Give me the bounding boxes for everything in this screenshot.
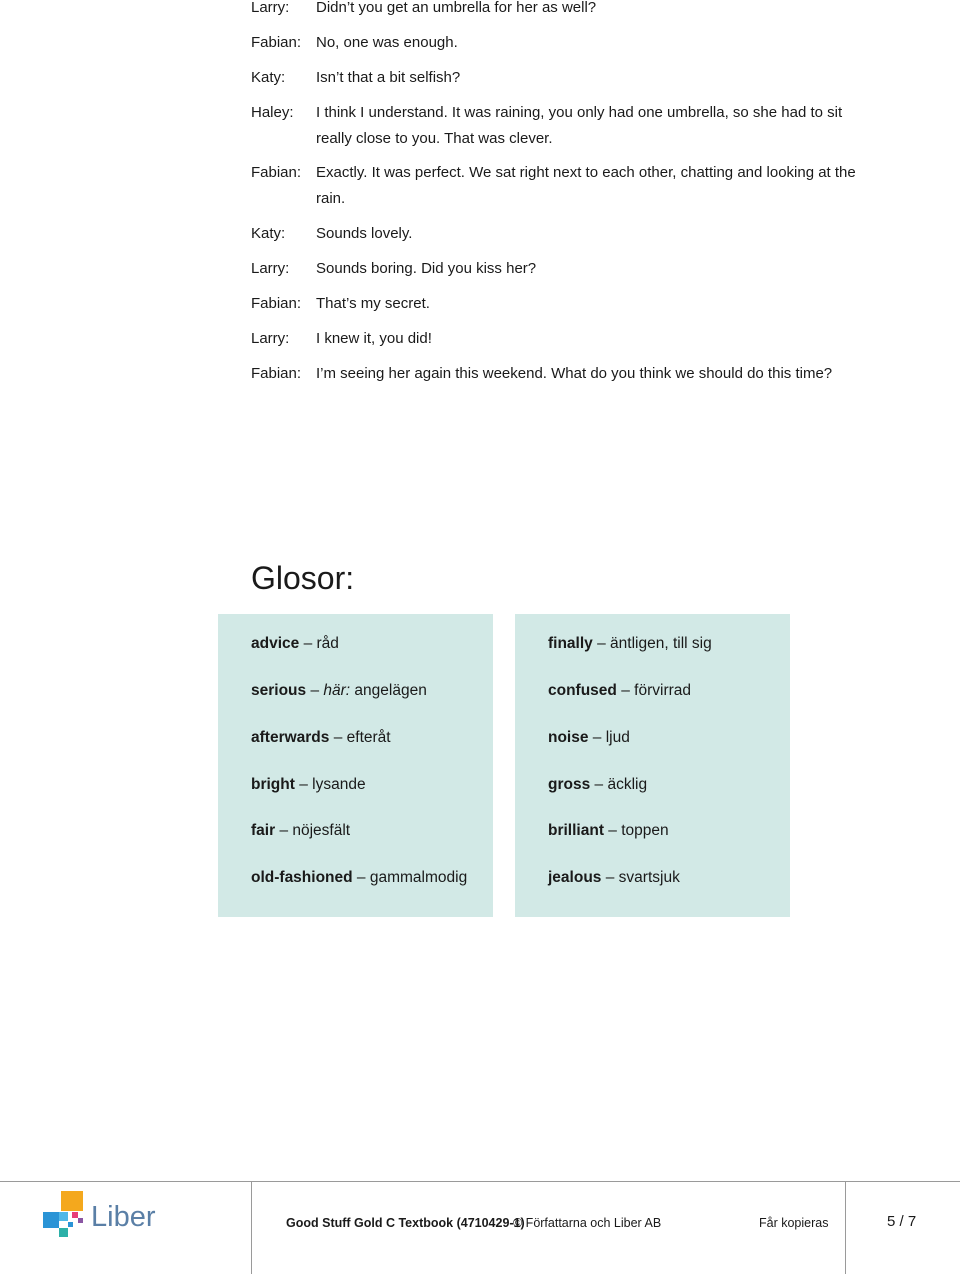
dialogue-text: I’m seeing her again this weekend. What do you think we should do this time? xyxy=(316,365,833,382)
dash: – xyxy=(310,682,320,699)
glossary-word: serious xyxy=(251,682,307,699)
glossary-word: noise xyxy=(548,729,589,746)
glossary-entry xyxy=(251,634,339,654)
glossary-translation: äcklig xyxy=(607,776,648,793)
glossary-translation: nöjesfält xyxy=(292,822,351,839)
glossary-note: här: xyxy=(323,682,351,699)
dialogue-text: Sounds lovely. xyxy=(316,225,413,242)
glossary-word: gross xyxy=(548,776,591,793)
dialogue-text: Exactly. It was perfect. We sat right next to each other, chatting and looking at the rain. xyxy=(316,164,856,207)
glossary-box-left xyxy=(218,614,493,917)
glossary-word: afterwards xyxy=(251,729,330,746)
glossary-entry xyxy=(548,821,669,841)
glossary-translation: ljud xyxy=(605,729,630,746)
dialogue-text: That’s my secret. xyxy=(316,295,430,312)
glossary-entry xyxy=(251,728,391,748)
glossary-translation: efteråt xyxy=(346,729,391,746)
glossary-entry xyxy=(548,634,712,654)
dialogue-text: Didn’t you get an umbrella for her as well? xyxy=(316,0,597,16)
glossary-entry xyxy=(251,821,350,841)
dash: – xyxy=(299,776,308,793)
glossary-word: fair xyxy=(251,822,276,839)
speaker-name: Larry: xyxy=(251,0,290,16)
glossary-translation: svartsjuk xyxy=(618,869,680,886)
footer-divider xyxy=(0,1181,960,1182)
book-title: Good Stuff Gold C Textbook (4710429-1) xyxy=(286,1216,525,1230)
glossary-word: bright xyxy=(251,776,295,793)
copyright: © Författarna och Liber AB xyxy=(513,1216,662,1230)
permission-note: Får kopieras xyxy=(759,1216,829,1230)
glossary-word: brilliant xyxy=(548,822,604,839)
glossary-word: jealous xyxy=(548,869,602,886)
dialogue-text: I think I understand. It was raining, you only had one umbrella, so she had to sit really close to you. That was clever. xyxy=(316,104,843,147)
dialogue-text: Sounds boring. Did you kiss her? xyxy=(316,260,537,277)
glossary-entry xyxy=(548,681,691,701)
dash: – xyxy=(594,776,604,793)
speaker-name: Haley: xyxy=(251,104,294,121)
speaker-name: Fabian: xyxy=(251,295,302,312)
dash: – xyxy=(608,822,617,839)
dialogue-text: Isn’t that a bit selfish? xyxy=(316,69,461,86)
glossary-entry xyxy=(251,681,427,701)
footer-separator xyxy=(251,1181,252,1274)
glossary-entry xyxy=(548,868,680,888)
glossary-translation: gammalmodig xyxy=(369,869,468,886)
glossary-word: advice xyxy=(251,635,300,652)
glossary-translation: angelägen xyxy=(354,682,427,699)
dash: – xyxy=(279,822,289,839)
dash: – xyxy=(605,869,615,886)
dash: – xyxy=(333,729,343,746)
speaker-name: Fabian: xyxy=(251,34,302,51)
glossary-box-right xyxy=(515,614,790,917)
dash: – xyxy=(597,635,606,652)
dash: – xyxy=(621,682,630,699)
speaker-name: Larry: xyxy=(251,330,290,347)
dash: – xyxy=(356,869,366,886)
glossary-word: finally xyxy=(548,635,593,652)
glossary-translation: lysande xyxy=(312,776,366,793)
glossary-translation: förvirrad xyxy=(634,682,692,699)
footer-separator xyxy=(845,1181,846,1274)
dash: – xyxy=(303,635,313,652)
speaker-name: Katy: xyxy=(251,69,286,86)
glossary-word: confused xyxy=(548,682,617,699)
glossary-entry xyxy=(251,868,467,888)
dialogue-text: No, one was enough. xyxy=(316,34,458,51)
glossary-word: old-fashioned xyxy=(251,869,353,886)
glossary-translation: råd xyxy=(316,635,339,652)
glossary-entry xyxy=(548,728,630,748)
speaker-name: Larry: xyxy=(251,260,290,277)
glosor-heading: Glosor: xyxy=(251,560,355,596)
speaker-name: Fabian: xyxy=(251,164,302,181)
glossary-entry xyxy=(548,775,647,795)
speaker-name: Fabian: xyxy=(251,365,302,382)
glossary-translation: äntligen, till sig xyxy=(610,635,712,652)
speaker-name: Katy: xyxy=(251,225,286,242)
glossary-translation: toppen xyxy=(621,822,669,839)
liber-logo-text: Liber xyxy=(91,1201,156,1233)
dash: – xyxy=(592,729,602,746)
glossary-entry xyxy=(251,775,366,795)
page-number: 5 / 7 xyxy=(887,1213,917,1230)
dialogue-text: I knew it, you did! xyxy=(316,330,432,347)
